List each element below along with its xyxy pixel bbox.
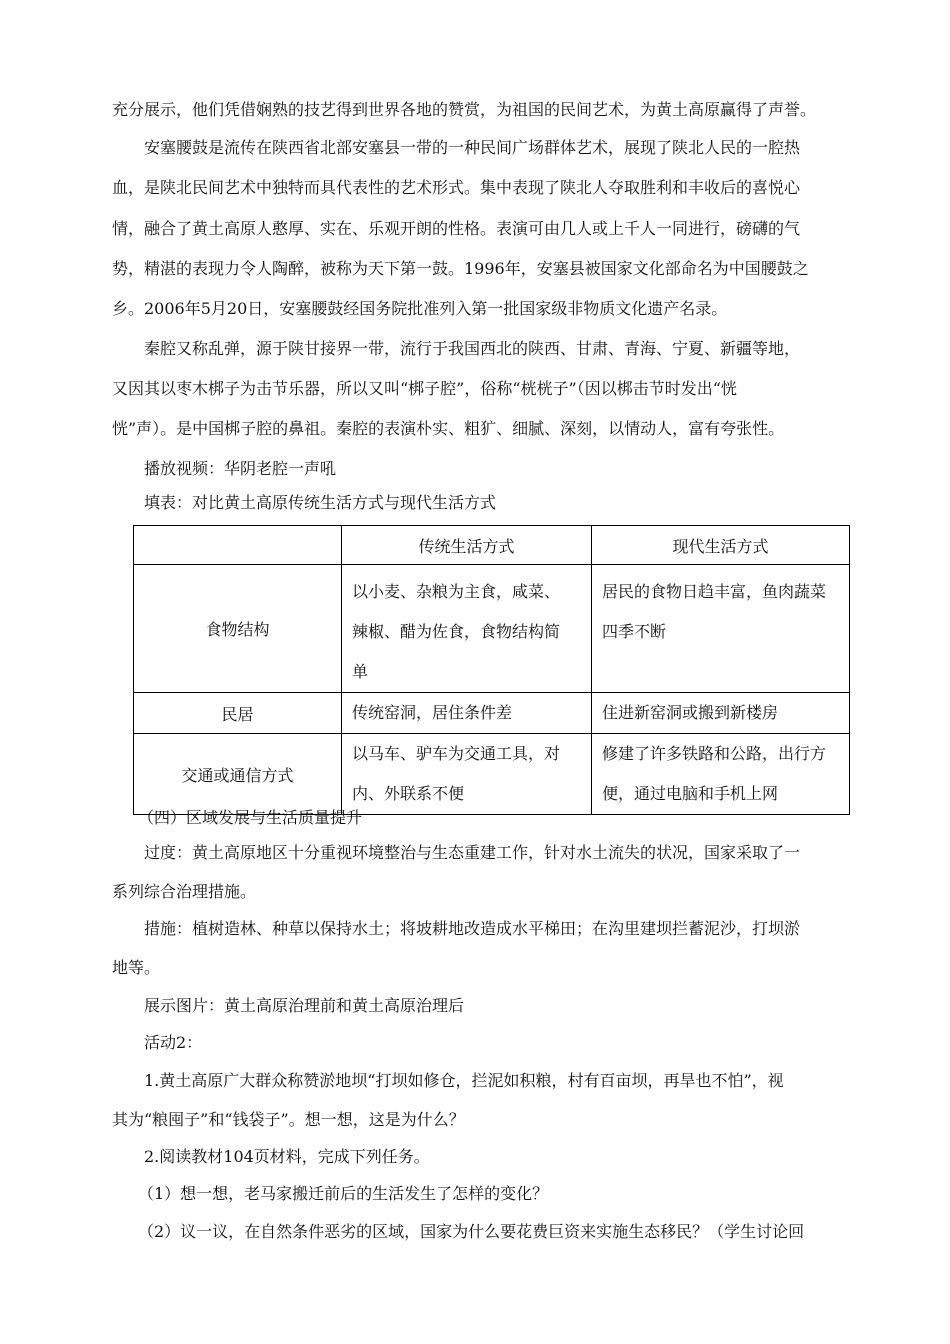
row-label: 交通或通信方式 (134, 734, 342, 815)
paragraph-line: 势，精湛的表现力令人陶醉，被称为天下第一鼓。1996年，安塞县被国家文化部命名为中国腰鼓之 (112, 259, 809, 278)
paragraph-line: 乡。2006年5月20日，安塞腰鼓经国务院批准列入第一批国家级非物质文化遗产名录。 (112, 299, 728, 318)
paragraph-line: 过度：黄土高原地区十分重视环境整治与生态重建工作，针对水土流失的状况，国家采取了一 (144, 843, 801, 862)
modern-cell (592, 693, 850, 734)
header-cell-traditional: 传统生活方式 (342, 526, 592, 565)
paragraph-line: 安塞腰鼓是流传在陕西省北部安塞县一带的一种民间广场群体艺术，展现了陕北人民的一腔热 (144, 138, 801, 157)
row-label: 民居 (134, 693, 342, 734)
row-label: 食物结构 (134, 565, 342, 693)
video-line: 播放视频：华阴老腔一声吼 (144, 459, 337, 478)
cell-line: 以马车、驴车为交通工具，对 (352, 744, 561, 763)
table-header-row (134, 526, 850, 565)
cell-line: 四季不断 (602, 622, 667, 641)
paragraph-line: 1.黄土高原广大群众称赞淤地坝“打坝如修仓，拦泥如积粮，村有百亩坝，再旱也不怕”，视 (144, 1071, 784, 1090)
activity-label: 活动2： (144, 1033, 203, 1052)
cell-line: 传统窑洞，居住条件差 (352, 703, 513, 722)
paragraph-line: 系列综合治理措施。 (112, 882, 257, 901)
header-cell-modern: 现代生活方式 (592, 526, 850, 565)
modern-cell (592, 565, 850, 693)
fill-table-line: 填表：对比黄土高原传统生活方式与现代生活方式 (144, 493, 497, 512)
cell-line: 住进新窑洞或搬到新楼房 (602, 703, 779, 722)
traditional-cell (342, 693, 592, 734)
cell-line: 修建了许多铁路和公路，出行方 (602, 744, 827, 763)
cell-line: 以小麦、杂粮为主食，咸菜、 (352, 582, 561, 601)
table-row (134, 693, 850, 734)
header-cell-empty (134, 526, 342, 565)
traditional-cell (342, 565, 592, 693)
cell-line: 便，通过电脑和手机上网 (602, 784, 779, 803)
table-row (134, 565, 850, 693)
paragraph-line: 恍”声）。是中国梆子腔的鼻祖。秦腔的表演朴实、粗犷、细腻、深刻，以情动人，富有夸张性。 (112, 419, 785, 438)
paragraph-line: （2）议一议，在自然条件恶劣的区域，国家为什么要花费巨资来实施生态移民？（学生讨论回 (138, 1222, 805, 1241)
modern-cell (592, 734, 850, 815)
paragraph-line: 秦腔又称乱弹，源于陕甘接界一带，流行于我国西北的陕西、甘肃、青海、宁夏、新疆等地， (144, 339, 801, 358)
comparison-table (133, 525, 850, 815)
table-row (134, 734, 850, 815)
traditional-cell (342, 734, 592, 815)
paragraph-line: （1）想一想，老马家搬迁前后的生活发生了怎样的变化？ (138, 1184, 549, 1203)
section-heading: （四）区域发展与生活质量提升 (138, 808, 363, 827)
cell-line: 内、外联系不便 (352, 784, 465, 803)
paragraph-line: 充分展示，他们凭借娴熟的技艺得到世界各地的赞赏，为祖国的民间艺术，为黄土高原赢得了声誉。 (112, 100, 817, 119)
paragraph-line: 情，融合了黄土高原人憨厚、实在、乐观开朗的性格。表演可由几人或上千人一同进行，磅礴的气 (112, 219, 801, 238)
paragraph-line: 又因其以枣木梆子为击节乐器，所以又叫“梆子腔”，俗称“桄桄子”（因以梆击节时发出“恍 (112, 379, 737, 398)
cell-line: 居民的食物日趋丰富，鱼肉蔬菜 (602, 582, 827, 601)
paragraph-line: 措施：植树造林、种草以保持水土；将坡耕地改造成水平梯田；在沟里建坝拦蓄泥沙，打坝淤 (144, 919, 801, 938)
paragraph-line: 展示图片：黄土高原治理前和黄土高原治理后 (144, 996, 465, 1015)
paragraph-line: 血，是陕北民间艺术中独特而具代表性的艺术形式。集中表现了陕北人夺取胜利和丰收后的喜悦心 (112, 178, 801, 197)
paragraph-line: 其为“粮囤子”和“钱袋子”。想一想，这是为什么？ (112, 1110, 465, 1129)
cell-line: 单 (352, 662, 369, 681)
paragraph-line: 地等。 (112, 958, 161, 977)
paragraph-line: 2.阅读教材104页材料，完成下列任务。 (144, 1147, 430, 1166)
cell-line: 辣椒、醋为佐食，食物结构简 (352, 622, 561, 641)
